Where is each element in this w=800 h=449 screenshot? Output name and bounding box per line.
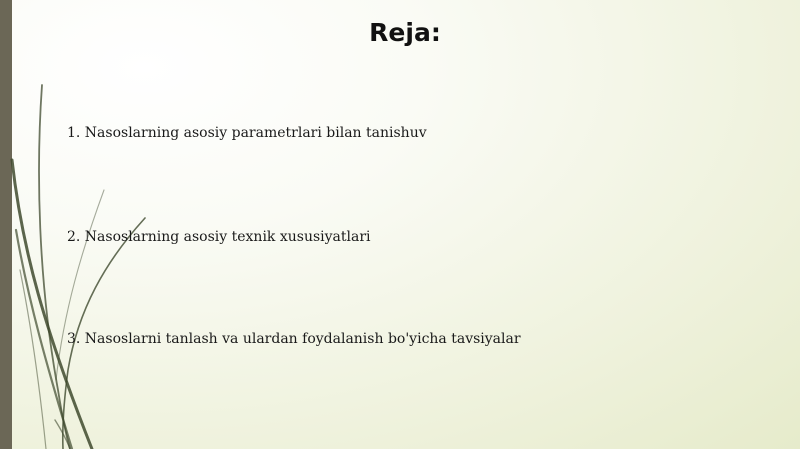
slide-title: Reja: xyxy=(369,18,441,47)
plan-item-2: 2. Nasoslarning asosiy texnik xususiyatlari xyxy=(67,229,371,245)
plan-item-3: 3. Nasoslarni tanlash va ulardan foydalanish bo'yicha tavsiyalar xyxy=(67,331,521,347)
plan-item-1: 1. Nasoslarning asosiy parametrlari bilan tanishuv xyxy=(67,125,427,141)
